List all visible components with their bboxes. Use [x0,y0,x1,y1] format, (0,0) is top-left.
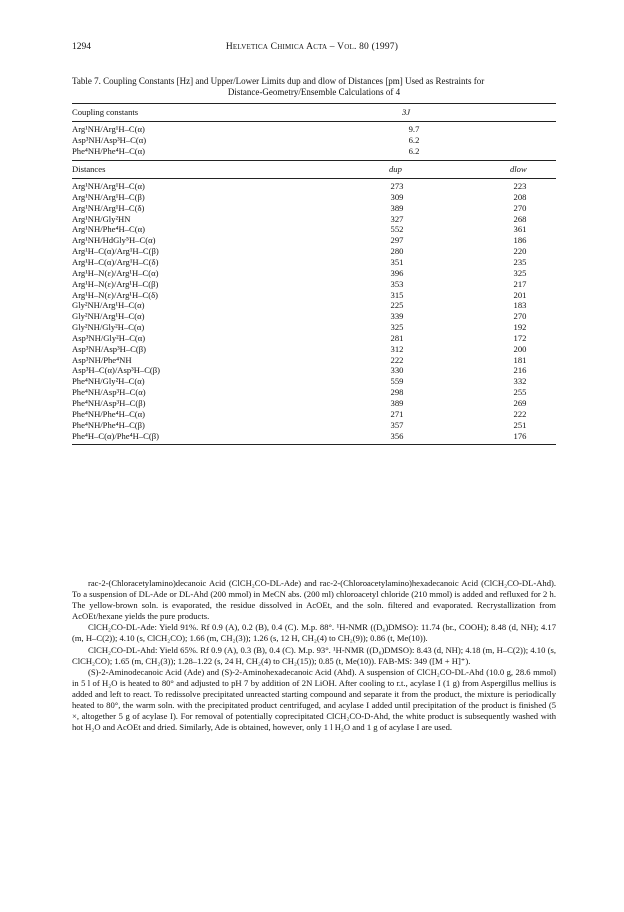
dup-value: 396 [390,267,404,278]
distance-label: Arg¹H–C(α)/Arg¹H–C(δ) [72,256,159,267]
distance-label: Gly²NH/Arg¹H–C(α) [72,311,145,322]
dlow-value: 181 [513,354,527,365]
coupling-label: Arg¹NH/Arg¹H–C(α) [72,124,145,134]
distance-row [72,311,556,322]
dup-value: 353 [390,278,404,289]
coupling-header-rule [72,121,556,122]
distance-row [72,355,556,366]
distance-row [72,398,556,409]
distance-label: Phe⁴NH/Phe⁴H–C(β) [72,419,145,430]
dlow-value: 183 [513,300,527,311]
distance-row [72,192,556,203]
dup-value: 273 [390,181,404,191]
dup-value: 309 [390,191,404,202]
coupling-row [72,146,556,157]
distance-row [72,322,556,333]
dup-value: 222 [390,354,404,365]
coupling-value: 6.2 [408,146,420,156]
dlow-value: 208 [513,191,527,202]
dup-value: 330 [390,365,404,376]
distance-label: Arg¹NH/Arg¹H–C(β) [72,191,145,202]
distance-label: Arg¹H–C(α)/Arg¹H–C(β) [72,246,159,257]
distance-row [72,279,556,290]
distance-row [72,344,556,355]
distance-label: Gly²NH/Gly²H–C(α) [72,322,145,333]
table-top-rule [72,103,556,104]
distance-row [72,365,556,376]
dup-value: 315 [390,289,404,300]
dlow-header: dlow [510,164,527,174]
coupling-value: 6.2 [408,135,420,145]
distance-row [72,409,556,420]
coupling-j-header: 3J [402,107,411,117]
distance-row [72,420,556,431]
distances-col-header: Distances [72,164,106,174]
dup-value: 280 [390,246,404,257]
dlow-value: 186 [513,235,527,246]
dlow-value: 268 [513,213,527,224]
distance-row [72,224,556,235]
dup-value: 356 [390,430,404,441]
distance-label: Phe⁴NH/Asp³H–C(β) [72,398,146,408]
distance-label: Asp³NH/Gly²H–C(α) [72,332,146,343]
body-paragraph: rac-2-(Chloracetylamino)decanoic Acid (ClCH₂CO-DL-Ade) and rac-2-(Chloroacetylamino)hexadecanoic Acid (ClCH₂CO-DL-Ahd). To a suspension of DL-Ade or DL-Ahd (200 mmol) in MeCN abs. (200 ml) chloroacetyl chloride (210 mmol) is added and refluxed for 2 h. The yellow-brown soln. is evaporated, the residue dissolved in AcOEt, and the soln. filtered and evaporated. Recrystallization from AcOEt/hexane yields the pure products. [72,578,556,622]
body-paragraph: (S)-2-Aminodecanoic Acid (Ade) and (S)-2-Aminohexadecanoic Acid (Ahd). A suspension of ClCH₂CO-DL-Ahd (10.0 g, 28.6 mmol) in 5 l of H₂O is heated to 80° and adjusted to pH 7 by addition of 2N LiOH. After cooling to r.t., acylase I (1 g) from Aspergillus mellius is added and left to react. To redissolve precipitated unreacted starting compound and separate it from the product, the mixture is periodically heated to 80°, the warm soln. with the precipitated product centrifuged, and acylase I added until precipitation of the product is finished (5 ×, altogether 5 g of acylase I). For removal of potentially coprecipitated ClCH₂CO-D-Ahd, the white product is subsequently washed with hot H₂O and AcOEt and dried. Similarly, Ade is obtained, however, only 1 l H₂O and 1 g of acylase I are used. [72,666,556,733]
distance-row [72,290,556,301]
dup-value: 312 [390,343,404,354]
distance-label: Phe⁴NH/Asp³H–C(α) [72,387,146,398]
distance-label: Arg¹NH/Gly²HN [72,213,131,224]
dlow-value: 192 [513,322,527,333]
distance-row [72,268,556,279]
distance-row [72,214,556,225]
dlow-value: 235 [513,256,527,267]
experimental-text [72,578,556,733]
page-number: 1294 [72,42,91,52]
dlow-value: 270 [513,202,527,213]
distance-label: Arg¹NH/Phe⁴H–C(α) [72,224,145,235]
distance-label: Asp³NH/Phe⁴NH [72,354,132,365]
journal-title: Helvetica Chimica Acta – Vol. 80 (1997) [225,42,399,52]
body-paragraph: ClCH₂CO-DL-Ahd: Yield 65%. Rf 0.9 (A), 0.3 (B), 0.4 (C). M.p. 93°. ¹H-NMR ((D₆)DMSO): 8.43 (d, NH); 4.18 (m, H–C(2)); 4.10 (s, ClCH₂CO); 1.65 (m, CH₂(3)); 1.28–1.22 (s, 24 H, CH₂(4) to CH₂(15)); 0.85 (t, Me(10)). FAB-MS: 349 ([M + H]⁺). [72,644,556,666]
dlow-value: 332 [513,376,527,387]
table-bottom-rule [72,444,556,445]
dup-value: 271 [390,408,404,419]
dlow-value: 220 [513,246,527,257]
distance-label: Arg¹H–N(ε)/Arg¹H–C(β) [72,278,159,289]
distance-label: Arg¹NH/Arg¹H–C(δ) [72,202,145,213]
dlow-value: 223 [513,181,527,191]
dup-value: 281 [390,332,404,343]
dup-value: 225 [390,300,404,311]
dup-value: 325 [390,322,404,333]
dup-value: 559 [390,376,404,387]
distance-label: Phe⁴H–C(α)/Phe⁴H–C(β) [72,430,159,441]
distance-label: Phe⁴NH/Gly²H–C(α) [72,376,145,387]
distances-header-rule [72,178,556,179]
caption-line-1: Table 7. Coupling Constants [Hz] and Upper/Lower Limits dup and dlow of Distances [pm] Used as Restraints for [72,76,485,86]
dup-value: 339 [390,311,404,322]
distance-row [72,376,556,387]
dlow-value: 269 [513,398,527,408]
coupling-label: Asp³NH/Asp³H–C(α) [72,135,147,145]
dlow-value: 200 [513,343,527,354]
table-caption [72,76,556,98]
dlow-value: 255 [513,387,527,398]
dlow-value: 217 [513,278,527,289]
distance-row [72,387,556,398]
distance-row [72,257,556,268]
dup-value: 389 [390,202,404,213]
dlow-value: 361 [513,224,527,235]
distance-label: Arg¹NH/HdGly⁵H–C(α) [72,235,156,246]
body-paragraph: ClCH₂CO-DL-Ade: Yield 91%. Rf 0.9 (A), 0.2 (B), 0.4 (C). M.p. 88°. ¹H-NMR ((D₆)DMSO): 11.74 (br., COOH); 8.48 (d, NH); 4.17 (m, H–C(2)); 4.10 (s, ClCH₂CO); 1.66 (m, CH₂(3)); 1.26 (s, 12 H, CH₂(4) to CH₂(9)); 0.86 (t, Me(10)). [72,622,556,644]
dup-value: 351 [390,256,404,267]
dup-value: 297 [390,235,404,246]
dlow-value: 172 [513,332,527,343]
dup-value: 298 [390,387,404,398]
coupling-row [72,135,556,146]
dup-header: dup [389,164,402,174]
distance-row [72,235,556,246]
distances-top-rule [72,160,556,161]
distance-label: Arg¹H–N(ε)/Arg¹H–C(δ) [72,289,159,300]
dlow-value: 201 [513,289,527,300]
coupling-row [72,124,556,135]
dup-value: 357 [390,419,404,430]
dup-value: 389 [390,398,404,408]
distance-label: Asp³NH/Asp³H–C(β) [72,343,146,354]
distance-row [72,431,556,442]
distance-row [72,333,556,344]
dlow-value: 222 [513,408,527,419]
distance-row [72,181,556,192]
distance-row [72,300,556,311]
distance-label: Phe⁴NH/Phe⁴H–C(α) [72,408,146,419]
distance-label: Gly²NH/Arg¹H–C(α) [72,300,145,311]
dlow-value: 216 [513,365,527,376]
distance-row [72,203,556,214]
coupling-label: Phe⁴NH/Phe⁴H–C(α) [72,146,146,156]
caption-line-2: Distance-Geometry/Ensemble Calculations of 4 [227,87,401,97]
distance-label: Arg¹NH/Arg¹H–C(α) [72,181,145,191]
dup-value: 552 [390,224,404,235]
dup-value: 327 [390,213,404,224]
dlow-value: 325 [513,267,527,278]
running-head [72,42,552,56]
coupling-value: 9.7 [408,124,420,134]
distance-label: Asp³H–C(α)/Asp³H–C(β) [72,365,161,376]
dlow-value: 176 [513,430,527,441]
coupling-col-header: Coupling constants [72,107,139,117]
distance-label: Arg¹H–N(ε)/Arg¹H–C(α) [72,267,159,278]
dlow-value: 270 [513,311,527,322]
distance-row [72,246,556,257]
dlow-value: 251 [513,419,527,430]
